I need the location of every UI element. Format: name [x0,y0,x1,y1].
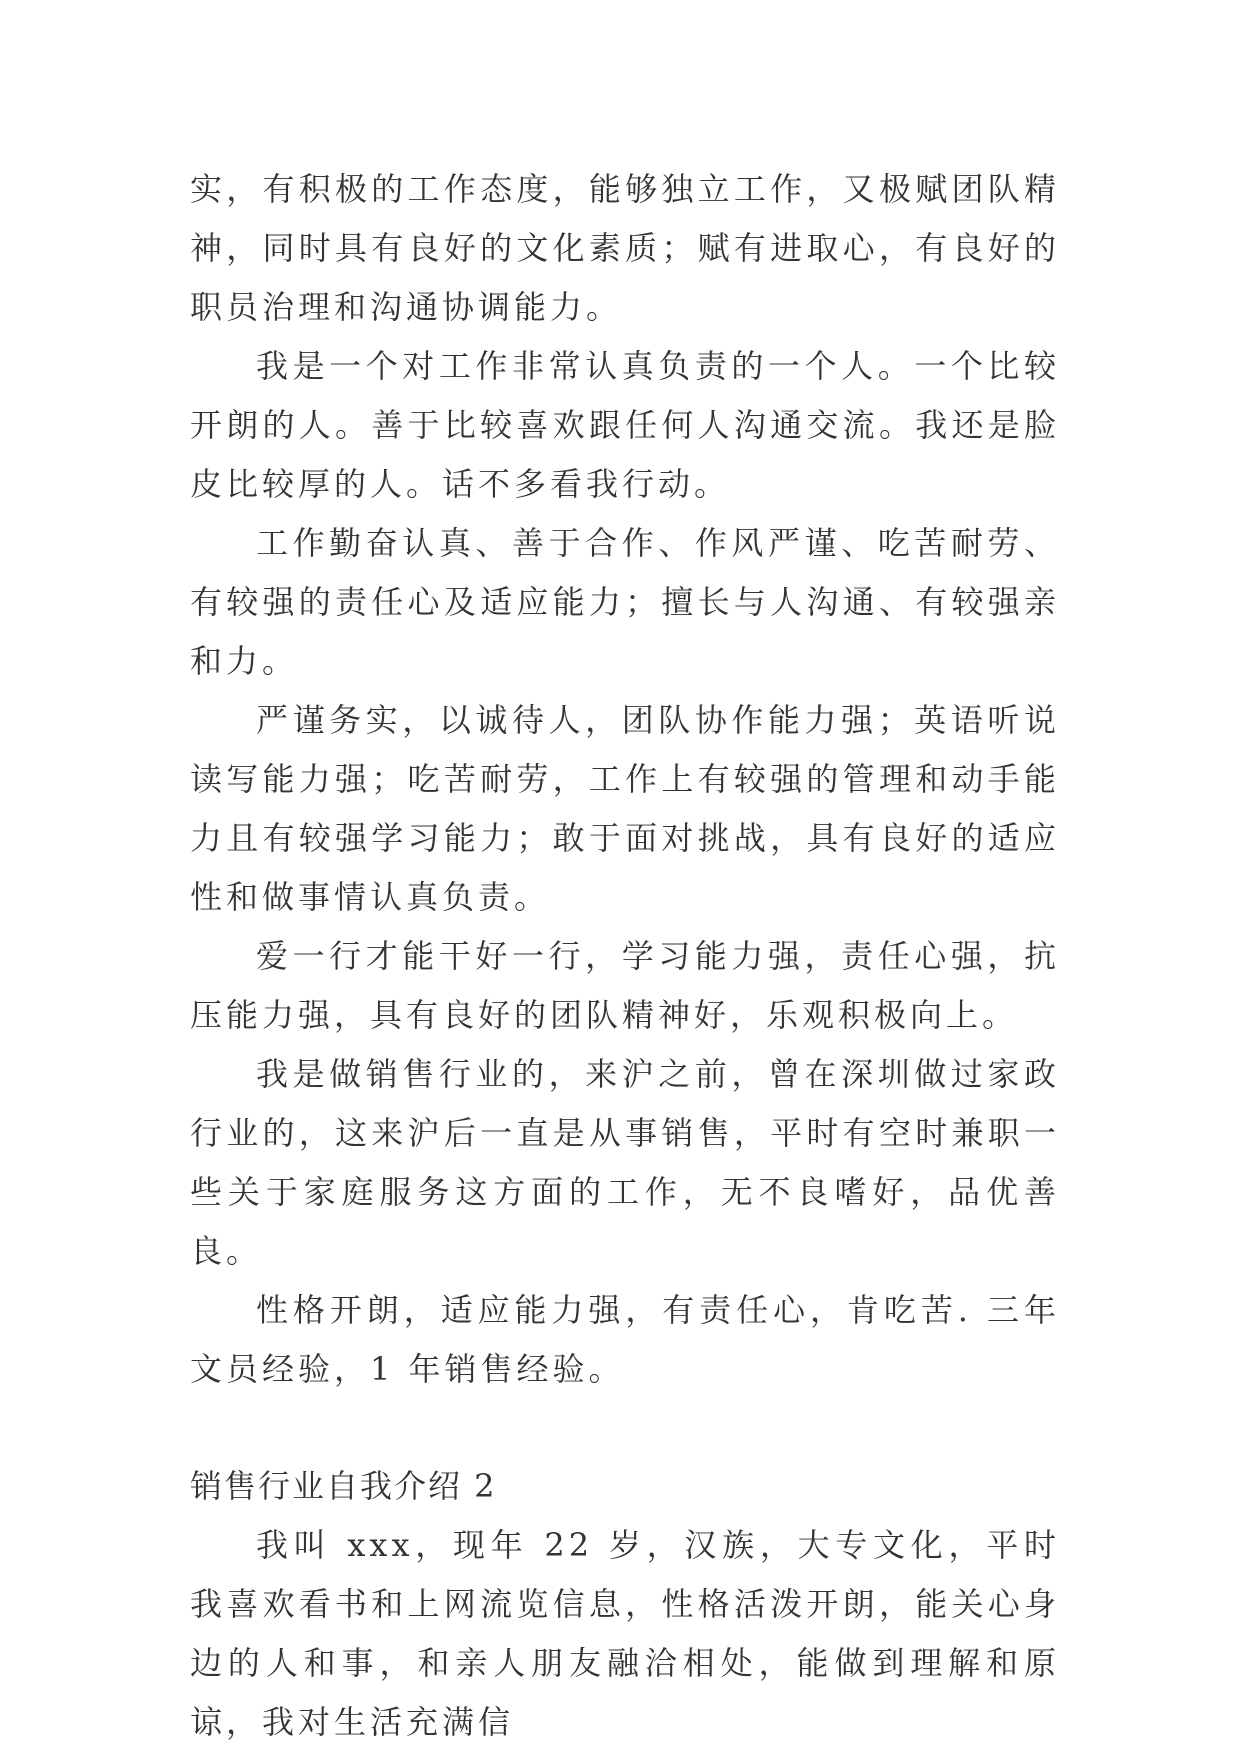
paragraph-4: 严谨务实，以诚待人，团队协作能力强；英语听说读写能力强；吃苦耐劳，工作上有较强的管理和动手能力且有较强学习能力；敢于面对挑战，具有良好的适应性和做事情认真负责。 [190,701,1060,916]
paragraph-3: 工作勤奋认真、善于合作、作风严谨、吃苦耐劳、有较强的责任心及适应能力；擅长与人沟通、有较强亲和力。 [190,524,1060,680]
paragraph-6: 我是做销售行业的，来沪之前，曾在深圳做过家政行业的，这来沪后一直是从事销售，平时有空时兼职一些关于家庭服务这方面的工作，无不良嗜好，品优善良。 [190,1055,1060,1270]
paragraph-2: 我是一个对工作非常认真负责的一个人。一个比较开朗的人。善于比较喜欢跟任何人沟通交流。我还是脸皮比较厚的人。话不多看我行动。 [190,347,1060,503]
section-heading: 销售行业自我介绍 2 [190,1467,497,1505]
paragraph-8: 我叫 xxx，现年 22 岁，汉族，大专文化，平时我喜欢看书和上网流览信息，性格活泼开朗，能关心身边的人和事，和亲人朋友融洽相处，能做到理解和原谅，我对生活充满信 [190,1526,1060,1741]
paragraph-5: 爱一行才能干好一行，学习能力强，责任心强，抗压能力强，具有良好的团队精神好，乐观积极向上。 [190,937,1060,1034]
paragraph-1: 实，有积极的工作态度，能够独立工作，又极赋团队精神，同时具有良好的文化素质；赋有进取心，有良好的职员治理和沟通协调能力。 [190,170,1060,326]
paragraph-7: 性格开朗，适应能力强，有责任心，肯吃苦. 三年文员经验，1 年销售经验。 [190,1291,1060,1388]
document-page [190,160,1060,1752]
